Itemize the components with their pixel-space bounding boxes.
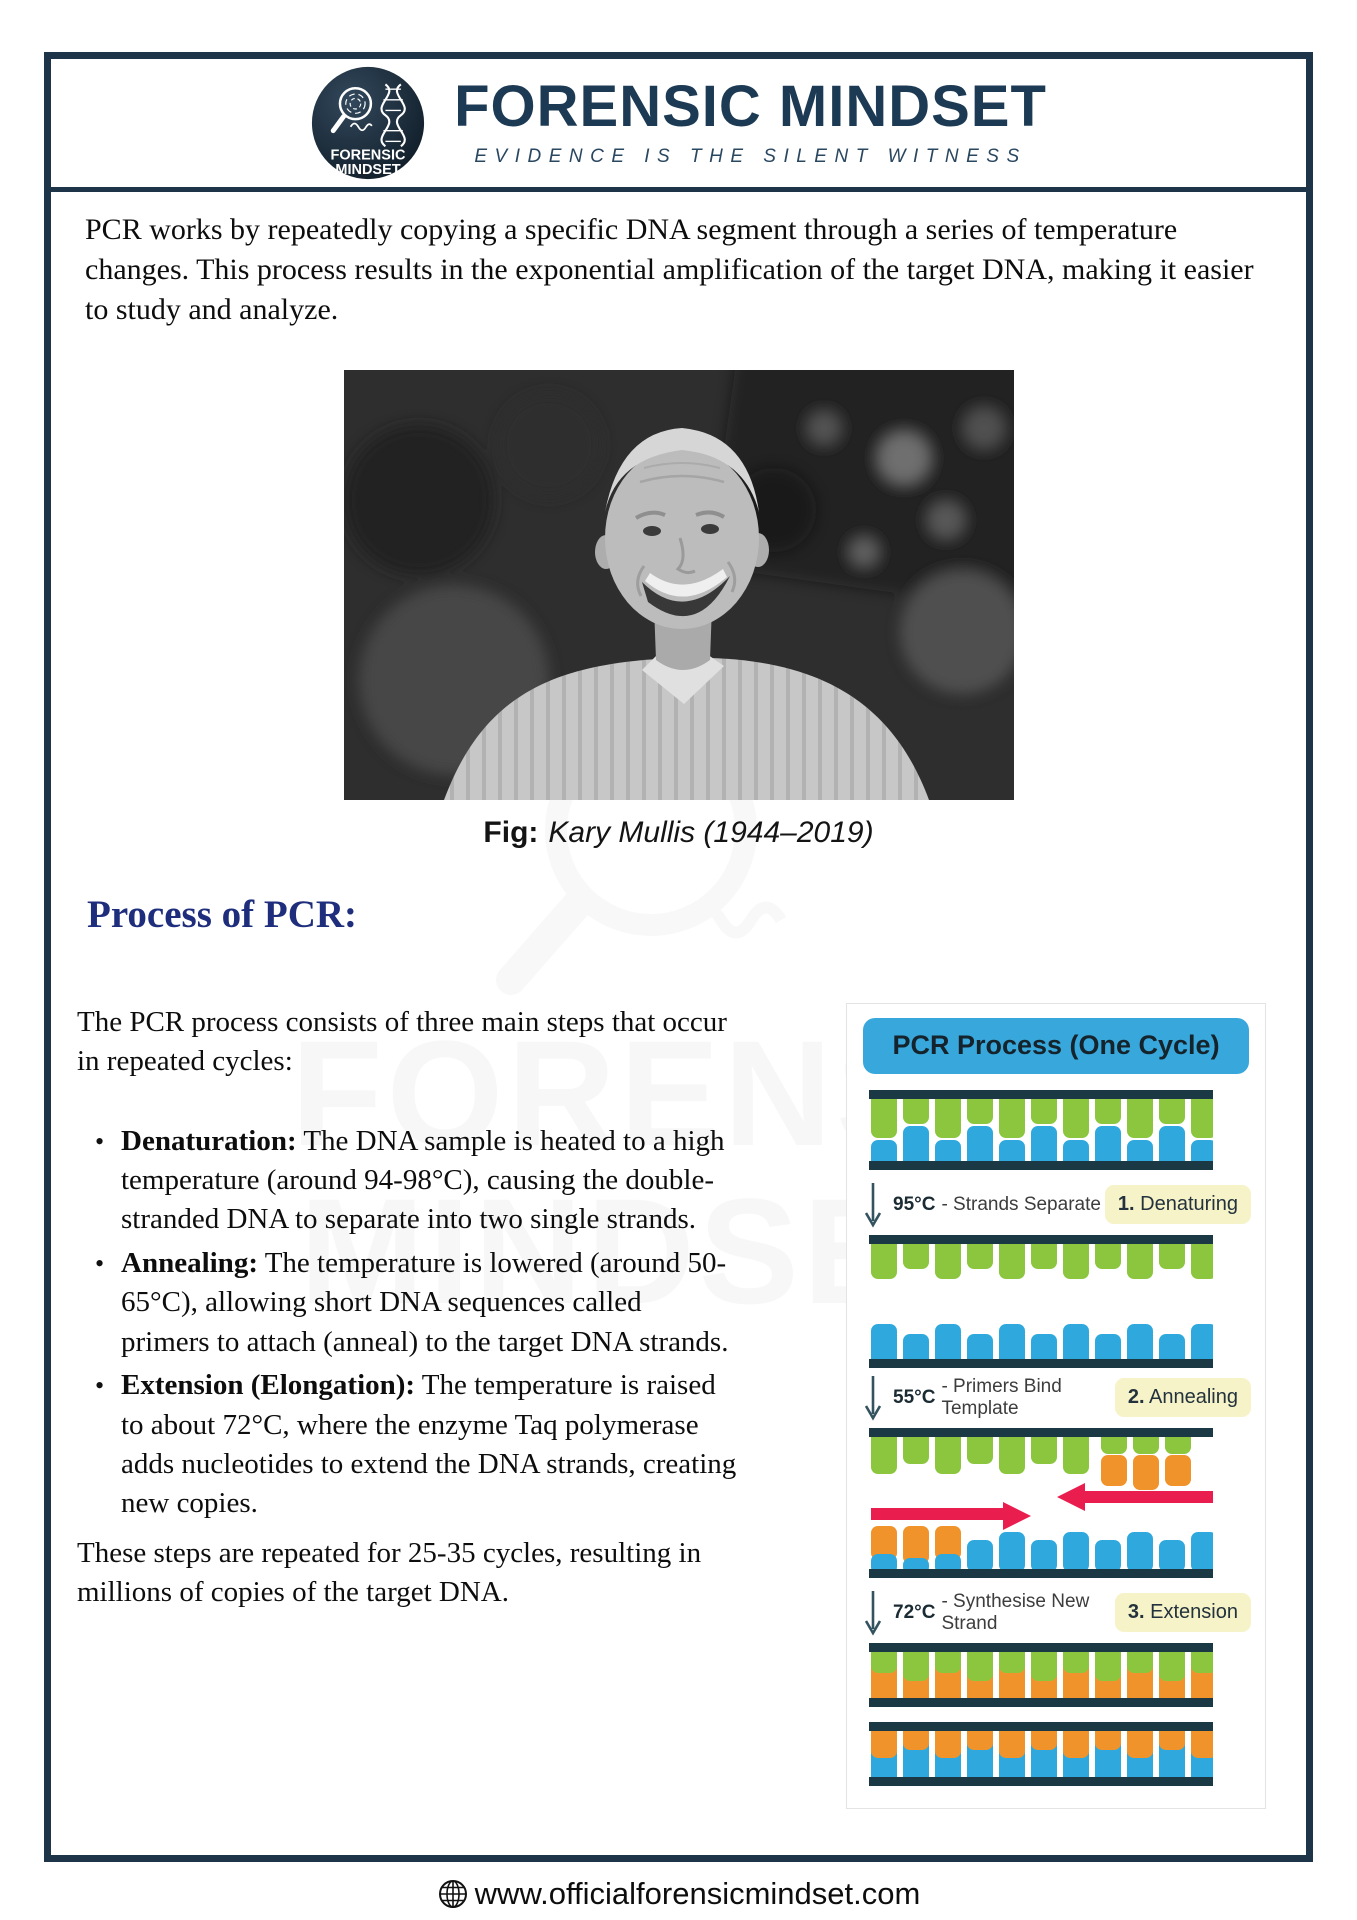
primer-arrow-right <box>871 1502 1031 1530</box>
step-chip-extension <box>1115 1593 1251 1632</box>
figure-caption <box>77 816 1280 850</box>
pcr-diagram-panel <box>846 1003 1266 1809</box>
figure <box>344 370 1014 800</box>
bullet-text: The DNA sample is heated to a high temperature (around 94-98°C), causing the double-stranded DNA to separate into two single strands. <box>121 1124 725 1236</box>
dna-separated-strands-icon <box>869 1235 1251 1368</box>
process-intro: The PCR process consists of three main steps that occur in repeated cycles: <box>77 1005 727 1078</box>
bullet-text: The temperature is lowered (around 50-65°C), allowing short DNA sequences called primers to attach (anneal) to the target DNA strands. <box>121 1246 729 1358</box>
step-name: Extension <box>1150 1601 1238 1624</box>
figure-caption-text: Kary Mullis (1944–2019) <box>548 815 874 849</box>
step-chip-denaturing <box>1105 1185 1251 1224</box>
step-desc: - Strands Separate <box>941 1193 1101 1215</box>
bullet-annealing <box>121 1244 737 1362</box>
dna-new-strands-icon <box>869 1643 1251 1786</box>
footer <box>0 1876 1357 1912</box>
section-heading: Process of PCR: <box>87 892 358 936</box>
bullet-term: Denaturation: <box>121 1124 297 1157</box>
step-chip-annealing <box>1115 1378 1251 1417</box>
step-extension-row <box>863 1589 1251 1637</box>
step-number: 2. <box>1127 1386 1145 1409</box>
website-url: www.officialforensicmindset.com <box>474 1876 921 1911</box>
step-temp: 72°C <box>893 1601 936 1623</box>
intro-paragraph: PCR works by repeatedly copying a specific DNA segment through a series of temperature changes. This process results in the exponential amplification of the target DNA, making it easier to study and analyze. <box>85 213 1254 326</box>
logo-text-line2: MINDSET <box>335 162 401 179</box>
step-number: 3. <box>1127 1601 1145 1624</box>
step-temp: 95°C <box>893 1193 936 1215</box>
globe-icon <box>437 1878 469 1910</box>
forensic-mindset-logo <box>310 65 426 181</box>
down-arrow-icon <box>863 1589 883 1637</box>
brand-block <box>454 74 1047 168</box>
step-desc: - Primers Bind Template <box>941 1375 1062 1419</box>
kary-mullis-photo <box>344 370 1014 800</box>
bullet-denaturation <box>121 1122 737 1240</box>
bullet-extension <box>121 1366 737 1524</box>
brand-tagline: EVIDENCE IS THE SILENT WITNESS <box>474 146 1027 167</box>
step-name: Annealing <box>1149 1386 1238 1409</box>
page-border-frame <box>44 52 1313 1862</box>
bullet-term: Annealing: <box>121 1246 258 1279</box>
step-name: Denaturing <box>1140 1193 1238 1216</box>
header <box>51 59 1306 192</box>
down-arrow-icon <box>863 1181 883 1229</box>
two-column-area <box>77 1003 1280 1809</box>
bullet-text: The temperature is raised to about 72°C, where the enzyme Taq polymerase adds nucleotides to extend the DNA strands, creating new copies. <box>121 1369 737 1520</box>
process-conclusion: These steps are repeated for 25-35 cycles, resulting in millions of copies of the target DNA. <box>77 1536 702 1609</box>
process-text-column <box>77 1003 737 1613</box>
step-desc: - Synthesise New Strand <box>941 1590 1090 1634</box>
pcr-steps-list <box>77 1122 737 1524</box>
step-denaturing-row <box>863 1181 1251 1229</box>
content <box>51 210 1306 1809</box>
step-annealing-row <box>863 1374 1251 1422</box>
brand-title: FORENSIC MINDSET <box>454 74 1047 139</box>
bullet-term: Extension (Elongation): <box>121 1369 416 1402</box>
dna-double-strand-icon <box>869 1090 1251 1175</box>
dna-primers-bound-icon <box>869 1428 1251 1583</box>
step-temp: 55°C <box>893 1386 936 1408</box>
figure-caption-prefix: Fig: <box>483 815 539 849</box>
step-number: 1. <box>1117 1193 1135 1216</box>
down-arrow-icon <box>863 1374 883 1422</box>
logo-text-line1: FORENSIC <box>330 147 406 164</box>
diagram-title: PCR Process (One Cycle) <box>863 1018 1249 1074</box>
